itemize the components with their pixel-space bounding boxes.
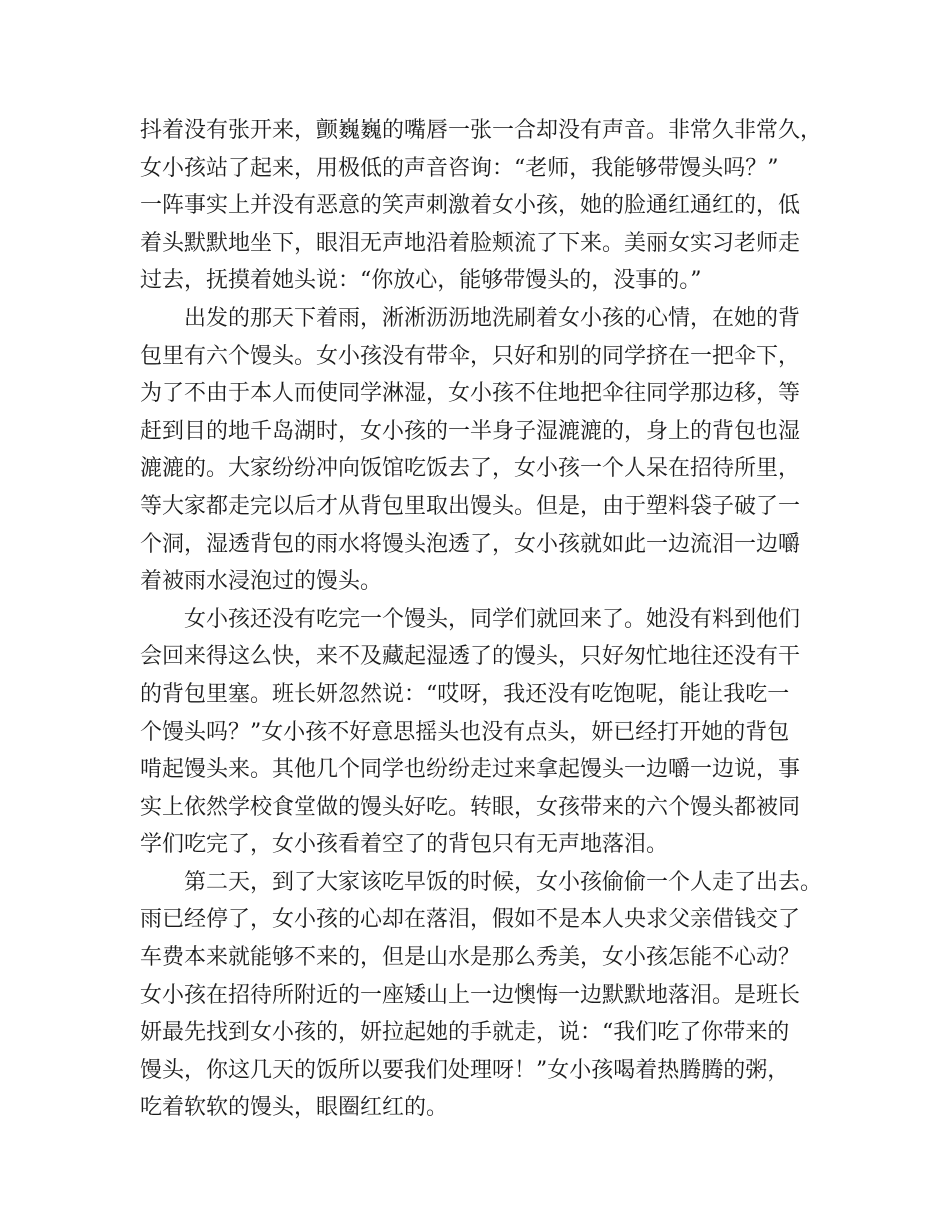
text-line: 女小孩还没有吃完一个馒头，同学们就回来了。她没有料到他们 <box>140 606 801 632</box>
text-line: 等大家都走完以后才从背包里取出馒头。但是，由于塑料袋子破了一 <box>140 493 801 519</box>
paragraph-4 <box>140 864 823 1127</box>
text-line: 为了不由于本人而使同学淋湿，女小孩不住地把伞往同学那边移，等 <box>140 381 801 407</box>
text-line: 吃着软软的馒头，眼圈红红的。 <box>140 1095 449 1121</box>
text-line: 实上依然学校食堂做的馒头好吃。转眼，女孩带来的六个馒头都被同 <box>140 794 801 820</box>
text-line: 的背包里塞。班长妍忽然说：“哎呀，我还没有吃饱呢，能让我吃一 <box>140 681 790 707</box>
paragraph-2 <box>140 300 820 601</box>
text-line: 出发的那天下着雨，淅淅沥沥地洗刷着女小孩的心情，在她的背 <box>140 305 801 331</box>
text-line: 着被雨水浸泡过的馒头。 <box>140 569 383 595</box>
text-line: 包里有六个馒头。女小孩没有带伞，只好和别的同学挤在一把伞下， <box>140 343 801 369</box>
text-line: 抖着没有张开来，颤巍巍的嘴唇一张一合却没有声音。非常久非常久， <box>140 118 823 143</box>
text-line: 第二天，到了大家该吃早饭的时候，女小孩偷偷一个人走了出去。 <box>140 869 823 895</box>
text-line: 车费本来就能够不来的，但是山水是那么秀美，女小孩怎能不心动？ <box>140 945 801 971</box>
text-line: 过去，抚摸着她头说：“你放心，能够带馒头的，没事的。” <box>140 268 702 294</box>
text-line: 会回来得这么快，来不及藏起湿透了的馒头，只好匆忙地往还没有干 <box>140 644 801 670</box>
text-line: 女小孩在招待所附近的一座矮山上一边懊悔一边默默地落泪。是班长 <box>140 982 801 1008</box>
text-line: 一阵事实上并没有恶意的笑声刺激着女小孩，她的脸通红通红的，低 <box>140 193 801 219</box>
text-line: 雨已经停了，女小孩的心却在落泪，假如不是本人央求父亲借钱交了 <box>140 907 801 933</box>
paragraph-1 <box>140 112 823 300</box>
text-line: 着头默默地坐下，眼泪无声地沿着脸颊流了下来。美丽女实习老师走 <box>140 230 801 256</box>
text-line: 馒头，你这几天的饭所以要我们处理呀！”女小孩喝着热腾腾的粥， <box>140 1057 790 1083</box>
story-text <box>140 112 823 1127</box>
text-line: 啃起馒头来。其他几个同学也纷纷走过来拿起馒头一边嚼一边说，事 <box>140 757 801 783</box>
text-line: 女小孩站了起来，用极低的声音咨询：“老师，我能够带馒头吗？” <box>140 155 779 181</box>
paragraph-3 <box>140 601 820 864</box>
text-line: 妍最先找到女小孩的，妍拉起她的手就走，说：“我们吃了你带来的 <box>140 1020 790 1046</box>
text-line: 漉漉的。大家纷纷冲向饭馆吃饭去了，女小孩一个人呆在招待所里， <box>140 456 801 482</box>
text-line: 个洞，湿透背包的雨水将馒头泡透了，女小孩就如此一边流泪一边嚼 <box>140 531 801 557</box>
text-line: 赶到目的地千岛湖时，女小孩的一半身子湿漉漉的，身上的背包也湿 <box>140 418 801 444</box>
text-line: 个馒头吗？”女小孩不好意思摇头也没有点头，妍已经打开她的背包 <box>140 719 790 745</box>
text-line: 学们吃完了，女小孩看着空了的背包只有无声地落泪。 <box>140 832 669 858</box>
